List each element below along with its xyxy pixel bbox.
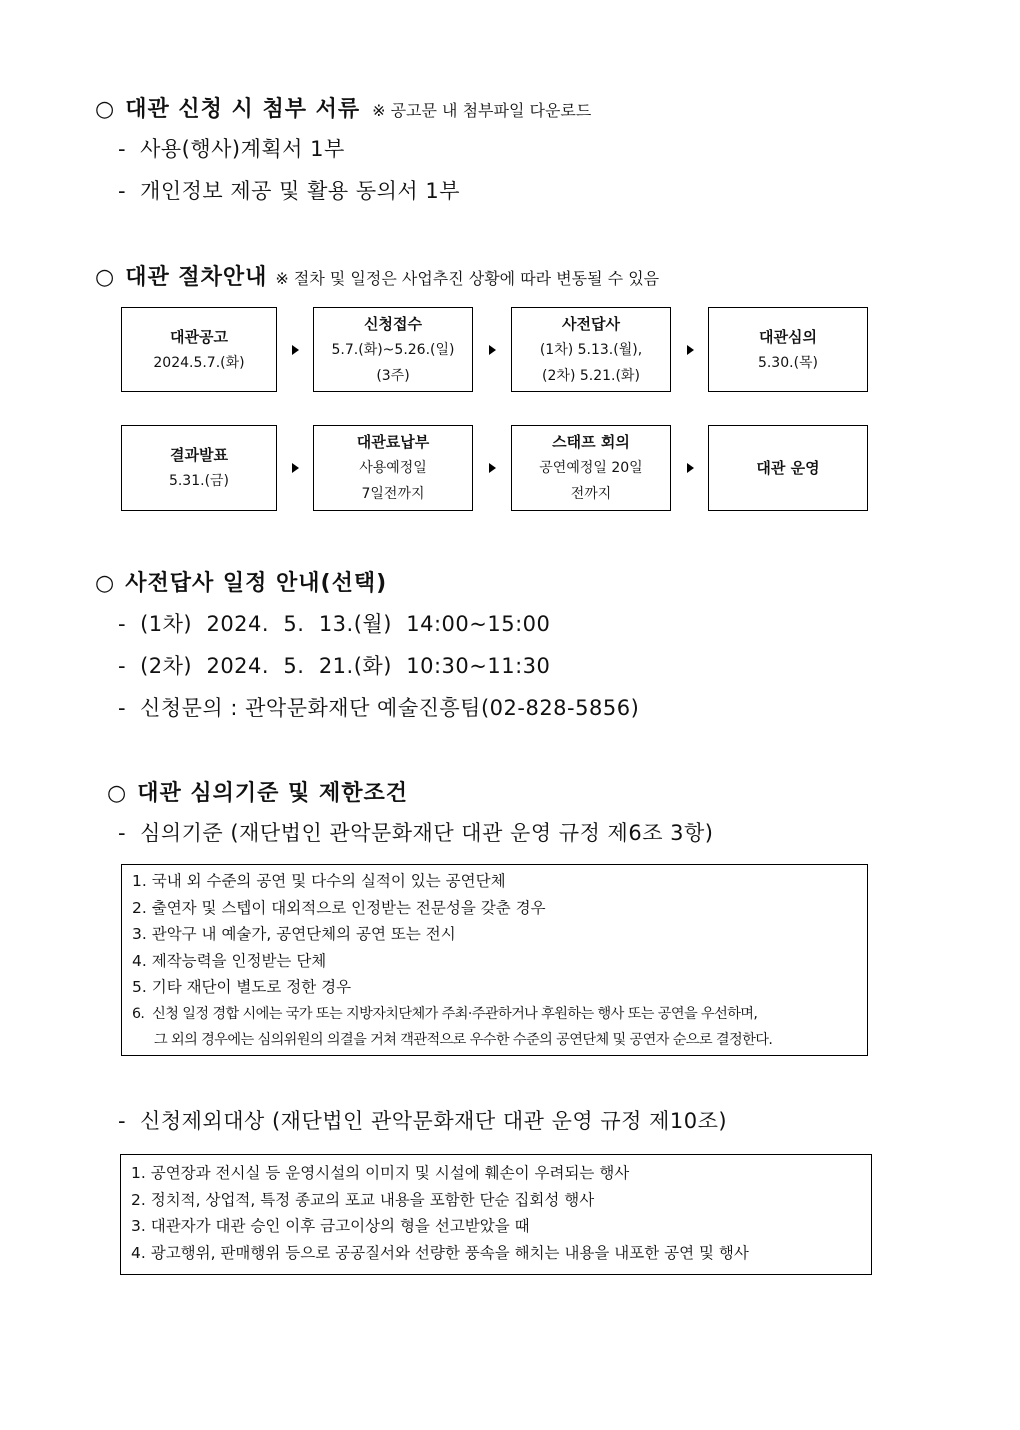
list-item [118,133,345,163]
step-line: 5.31.(금) [168,473,230,489]
step-line: (3주) [376,367,410,384]
circle-bullet-icon: ○ [95,571,116,596]
item-text: 신청제외대상 (재단법인 관악문화재단 대관 운영 규정 제10조) [140,1109,728,1133]
flow-step-staff-meeting [511,425,671,511]
dash: - [118,821,127,845]
step-line: 전까지 [570,486,612,502]
list-item [118,692,639,722]
arrow-right-icon [687,345,694,355]
criteria-item: 6. 신청 일정 경합 시에는 국가 또는 지방자치단체가 주최·주관하거나 후원하는 행사 또는 공연을 우선하며, [132,1005,758,1022]
dash: - [118,179,127,203]
flow-step-application [313,307,473,392]
circle-bullet-icon: ○ [95,97,116,122]
step-line: 5.7.(화)~5.26.(일) [331,341,455,358]
criteria-item: 3. 관악구 내 예술가, 공연단체의 공연 또는 전시 [132,925,456,943]
step-line: (1차) 5.13.(월), [539,341,643,358]
criteria-item: 2. 출연자 및 스텝이 대외적으로 인정받는 전문성을 갖춘 경우 [132,898,546,917]
dash: - [118,696,127,720]
criteria-heading [118,817,714,847]
heading-text: 대관 신청 시 첨부 서류 [125,97,361,122]
criteria-item-continued: 그 외의 경우에는 심의위원의 의결을 거쳐 객관적으로 우수한 수준의 공연단체 및 공연자 순으로 결정한다. [154,1032,773,1048]
arrow-right-icon [687,463,694,473]
heading-text: 사전답사 일정 안내(선택) [125,571,388,596]
step-line: 2024.5.7.(화) [153,354,245,371]
exclusion-item: 3. 대관자가 대관 승인 이후 금고이상의 형을 선고받았을 때 [131,1217,530,1235]
arrow-right-icon [292,463,299,473]
exclusion-item: 1. 공연장과 전시실 등 운영시설의 이미지 및 시설에 훼손이 우려되는 행사 [131,1164,630,1182]
list-item [118,175,460,205]
step-line: 7일전까지 [361,486,425,502]
step-title: 대관료납부 [356,433,430,451]
exclusion-box [120,1154,872,1275]
step-line: 5.30.(목) [757,354,819,371]
heading-text: 대관 심의기준 및 제한조건 [137,781,408,806]
section-heading-procedure [95,260,659,291]
step-title: 대관공고 [170,327,228,346]
dash: - [118,137,127,161]
heading-note: ※ 절차 및 일정은 사업추진 상황에 따라 변동될 수 있음 [275,269,660,288]
circle-bullet-icon: ○ [107,781,128,806]
step-line: 사용예정일 [359,460,427,476]
flow-step-site-visit [511,307,671,392]
list-item [118,608,550,638]
criteria-box [121,864,868,1056]
circle-bullet-icon: ○ [95,265,116,290]
step-title: 대관심의 [759,327,817,346]
section-heading-site-visit [95,566,387,597]
step-title: 스태프 회의 [552,433,630,451]
step-line: (2차) 5.21.(화) [542,367,640,384]
arrow-right-icon [292,345,299,355]
item-text: 사용(행사)계획서 1부 [140,137,345,161]
step-title: 결과발표 [170,446,228,464]
flow-step-result [121,425,277,511]
item-text: (1차) 2024. 5. 13.(월) 14:00~15:00 [140,612,551,636]
flow-step-review [708,307,868,392]
dash: - [118,612,127,636]
criteria-item: 4. 제작능력을 인정받는 단체 [132,951,327,970]
arrow-right-icon [489,345,496,355]
heading-text: 대관 절차안내 [125,265,268,290]
flow-step-payment [313,425,473,511]
dash: - [118,1109,127,1133]
exclusion-heading [118,1105,727,1135]
heading-note: ※ 공고문 내 첨부파일 다운로드 [372,101,592,120]
criteria-item: 1. 국내 외 수준의 공연 및 다수의 실적이 있는 공연단체 [132,872,506,890]
step-title: 대관 운영 [756,459,820,477]
section-heading-criteria [107,776,408,807]
criteria-item: 5. 기타 재단이 별도로 정한 경우 [132,978,352,996]
list-item [118,650,550,680]
dash: - [118,654,127,678]
step-title: 사전답사 [562,314,620,333]
flow-step-announcement [121,307,277,392]
item-text: (2차) 2024. 5. 21.(화) 10:30~11:30 [140,654,551,678]
item-text: 신청문의 : 관악문화재단 예술진흥팀(02-828-5856) [140,696,640,720]
item-text: 심의기준 (재단법인 관악문화재단 대관 운영 규정 제6조 3항) [140,821,714,845]
exclusion-item: 2. 정치적, 상업적, 특정 종교의 포교 내용을 포함한 단순 집회성 행사 [131,1190,595,1209]
flow-step-operation [708,425,868,511]
step-title: 신청접수 [364,314,422,333]
section-heading-attachments [95,92,591,123]
item-text: 개인정보 제공 및 활용 동의서 1부 [140,179,461,203]
exclusion-item: 4. 광고행위, 판매행위 등으로 공공질서와 선량한 풍속을 해치는 내용을 내포한 공연 및 행사 [131,1243,749,1262]
step-line: 공연예정일 20일 [539,460,643,476]
arrow-right-icon [489,463,496,473]
